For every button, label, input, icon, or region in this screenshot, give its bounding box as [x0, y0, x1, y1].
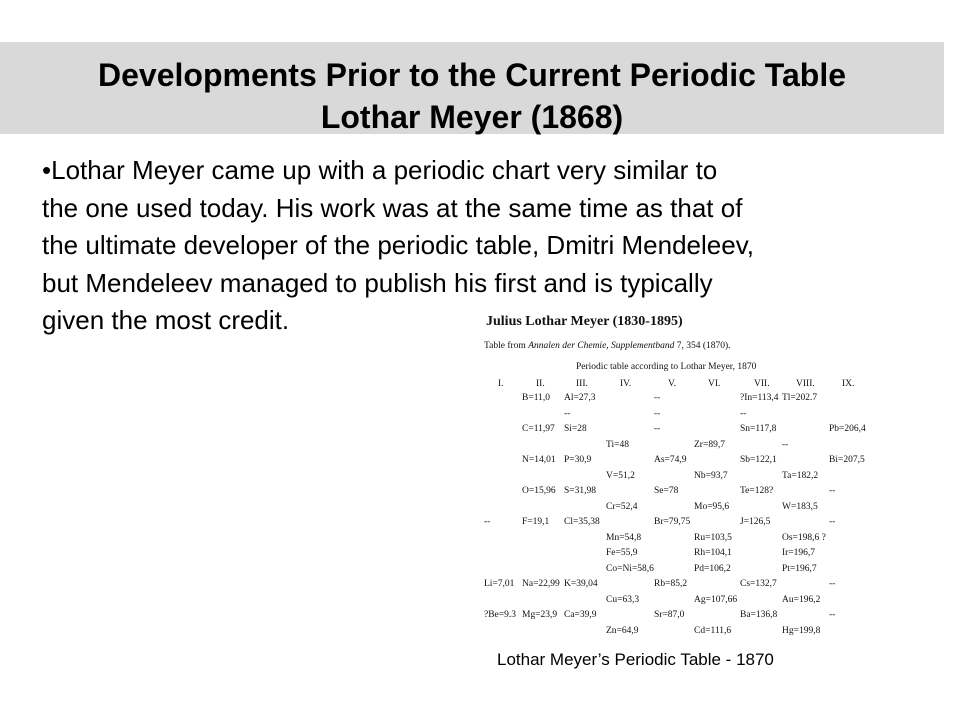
source-suffix: 7, 354 (1870).: [674, 341, 731, 351]
table-cell: Bi=207,5: [829, 455, 865, 465]
table-cell: V=51,2: [606, 470, 635, 481]
body-line-5: given the most credit.: [42, 305, 290, 335]
table-cell: Mo=95,6: [694, 501, 730, 512]
table-cell: Hg=199,8: [782, 625, 821, 636]
table-cell: P=30,9: [564, 455, 592, 465]
column-header: I.: [498, 379, 504, 389]
table-cell: Rb=85,2: [654, 579, 688, 589]
table-cell: --: [740, 408, 747, 419]
table-cell: Tl=202.7: [782, 393, 818, 403]
table-cell: Al=27,3: [564, 393, 596, 403]
table-cell: Zn=64,9: [606, 625, 639, 636]
historical-table-figure: [478, 308, 898, 638]
table-cell: ?Be=9.3: [484, 610, 517, 620]
table-cell: Se=78: [654, 486, 679, 496]
table-cell: Na=22,99: [522, 579, 560, 589]
table-cell: S=31,98: [564, 486, 597, 496]
table-cell: Ag=107,66: [694, 594, 738, 605]
table-cell: --: [829, 579, 836, 589]
table-cell: Ir=196,7: [782, 548, 816, 558]
table-cell: --: [782, 439, 789, 450]
table-cell: Br=79,75: [654, 517, 691, 527]
table-cell: Au=196,2: [782, 594, 821, 605]
body-line-2: the one used today. His work was at the same time as that of: [42, 192, 743, 223]
table-cell: K=39,04: [564, 579, 598, 589]
table-cell: Ba=136,8: [740, 610, 778, 620]
table-cell: F=19,1: [522, 517, 550, 527]
table-cell: ?In=113,4: [740, 393, 779, 403]
table-cell: As=74,9: [654, 455, 687, 465]
table-cell: Zr=89,7: [694, 439, 725, 450]
column-header: II.: [536, 379, 545, 389]
table-cell: Ca=39,9: [564, 610, 597, 620]
figure-subtitle: Periodic table according to Lothar Meyer, 1870: [576, 362, 757, 372]
table-cell: Mn=54,8: [606, 532, 642, 543]
slide-subtitle: Lothar Meyer (1868): [320, 99, 624, 135]
table-cell: Rh=104,1: [694, 548, 732, 558]
table-cell: Ti=48: [606, 439, 629, 450]
table-cell: N=14,01: [522, 455, 556, 465]
column-header: VI.: [708, 379, 721, 389]
table-cell: --: [564, 408, 571, 419]
table-cell: Nb=93,7: [694, 470, 728, 481]
column-header: IV.: [620, 379, 632, 389]
table-cell: Pd=106,2: [694, 563, 731, 574]
table-cell: J=126,5: [740, 517, 771, 527]
table-cell: O=15,96: [522, 486, 556, 496]
table-cell: Mg=23,9: [522, 610, 558, 620]
table-cell: Pt=196,7: [782, 563, 817, 574]
table-cell: --: [654, 408, 661, 419]
slide-title: Developments Prior to the Current Periodic Table: [98, 57, 846, 93]
table-cell: Cr=52,4: [606, 501, 638, 512]
table-cell: Sr=87,0: [654, 610, 685, 620]
body-line-4: but Mendeleev managed to publish his first and is typically: [42, 267, 713, 298]
table-cell: Cu=63,3: [606, 594, 640, 605]
table-cell: Li=7,01: [484, 579, 515, 589]
source-journal: Annalen der Chemie, Supplementband: [528, 341, 675, 351]
table-cell: C=11,97: [522, 424, 555, 434]
table-cell: --: [654, 424, 661, 434]
table-cell: Te=128?: [740, 486, 774, 496]
table-cell: Sn=117,8: [740, 424, 777, 434]
table-cell: W=183,5: [782, 501, 818, 512]
body-line-3: the ultimate developer of the periodic table, Dmitri Mendeleev,: [42, 230, 755, 260]
table-cell: Sb=122,1: [740, 455, 777, 465]
table-cell: Ru=103,5: [694, 532, 732, 543]
column-header: VIII.: [796, 379, 815, 389]
table-cell: Ta=182,2: [782, 470, 819, 481]
figure-caption: Lothar Meyer’s Periodic Table - 1870: [497, 650, 774, 669]
table-cell: Fe=55,9: [606, 548, 638, 558]
table-cell: --: [829, 486, 836, 496]
table-cell: --: [484, 517, 491, 527]
table-cell: Os=198,6 ?: [782, 532, 826, 543]
body-line-1: •Lothar Meyer came up with a periodic chart very similar to: [42, 155, 718, 185]
column-header: III.: [576, 379, 588, 389]
figure-heading: Julius Lothar Meyer (1830-1895): [486, 314, 683, 329]
column-header: IX.: [842, 379, 855, 389]
source-prefix: Table from: [484, 341, 529, 351]
table-cell: --: [654, 393, 661, 403]
table-cell: --: [829, 517, 836, 527]
column-header: V.: [668, 379, 677, 389]
table-cell: Cl=35,38: [564, 517, 600, 527]
table-cell: --: [829, 610, 836, 620]
table-cell: B=11,0: [522, 393, 550, 403]
table-cell: Cs=132,7: [740, 579, 777, 589]
table-cell: Co=Ni=58,6: [606, 563, 654, 574]
table-cell: Si=28: [564, 424, 587, 434]
column-header: VII.: [754, 379, 770, 389]
figure-source: [484, 341, 731, 351]
table-cell: Pb=206,4: [829, 424, 866, 434]
table-cell: Cd=111,6: [694, 625, 732, 636]
